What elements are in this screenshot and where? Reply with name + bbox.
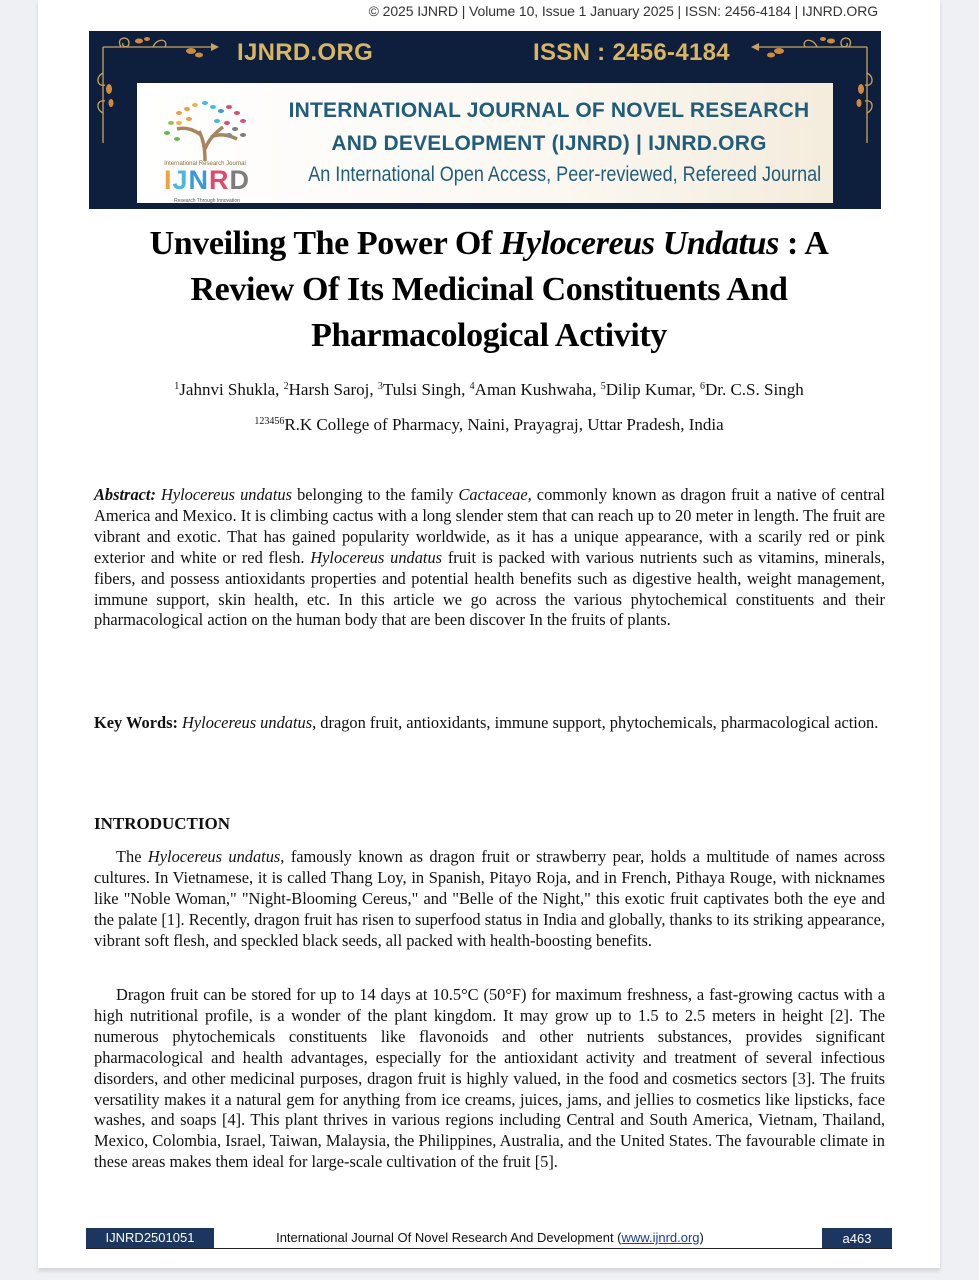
footer-text: ) xyxy=(699,1230,704,1245)
banner-issn: ISSN : 2456-4184 xyxy=(533,39,730,66)
author-list: $^1$Jahnvi Shukla, $^2$Harsh Saroj, $^3$Tulsi Singh, $^4$Aman Kushwaha, $^5$Dilip Kumar, $^6$Dr. C.S. Singh xyxy=(174,380,804,399)
logo-letter: I xyxy=(163,165,173,195)
author: $^1$Jahnvi Shukla xyxy=(174,380,276,399)
introduction-paragraph xyxy=(94,847,885,952)
logo-caption-top: International Research Journal xyxy=(164,161,246,167)
tree-logo-icon xyxy=(159,99,255,161)
species-name: Hylocereus undatus xyxy=(147,847,281,866)
author: $^2$Harsh Saroj xyxy=(283,380,370,399)
abstract-text: belonging to the family xyxy=(292,485,459,504)
banner-site-name: IJNRD.ORG xyxy=(237,39,374,66)
keywords xyxy=(94,707,885,738)
paper-page xyxy=(38,0,940,1268)
affiliation-sup: 123456 xyxy=(254,416,285,427)
logo-letter: D xyxy=(229,165,251,195)
journal-website-link[interactable]: www.ijnrd.org xyxy=(621,1230,700,1245)
journal-name-line-1: INTERNATIONAL JOURNAL OF NOVEL RESEARCH xyxy=(288,99,810,122)
title-text: : A Review Of Its Medicinal Constituents And Pharmacological Activity xyxy=(190,225,829,354)
author: $^3$Tulsi Singh xyxy=(377,380,462,399)
keyword-species: Hylocereus undatus, xyxy=(182,713,317,732)
keywords-text: dragon fruit, antioxidants, immune support, phytochemicals, pharmacological action. xyxy=(316,713,879,732)
paper-title xyxy=(108,221,870,359)
journal-name-line-2: AND DEVELOPMENT (IJNRD) | IJNRD.ORG xyxy=(331,132,767,155)
species-name: Hylocereus undatus xyxy=(161,485,293,504)
author: $^4$Aman Kushwaha xyxy=(469,380,593,399)
logo-caption-bottom: Research Through Innovation xyxy=(174,198,240,204)
journal-banner xyxy=(89,31,881,209)
page-number: a463 xyxy=(822,1228,892,1248)
logo-letter: R xyxy=(209,165,230,195)
journal-tagline: An International Open Access, Peer-reviewed, Refereed Journal xyxy=(308,163,822,186)
paragraph-text: The xyxy=(116,847,148,866)
footer-text: International Journal Of Novel Research And Development ( xyxy=(276,1230,622,1245)
page-footer xyxy=(86,1228,892,1249)
paragraph-text: , famously known as dragon fruit or strawberry pear, holds a multitude of names across cultures. In Vietnamese, it is called Thang Loy, in Spanish, Pitayo Roja, and in French, Pithaya Rouge, with nicknames like "Noble Woman," "Night-Blooming Cereus," and "Belle of the Night," this exotic fruit captivates both the eye and the palate [1]. Recently, dragon fruit has risen to superfood status in India and globally, thanks to its striking appearance, vibrant soft flesh, and speckled black seeds, all packed with health-boosting benefits. xyxy=(94,847,885,950)
keywords-label: Key Words: xyxy=(94,713,178,732)
author: $^6$Dr. C.S. Singh xyxy=(699,380,804,399)
abstract-text: commonly known as dragon fruit a native of central America and Mexico. It is climbing cactus with a long slender stem that can reach up to 20 meter in length. The fruit are vibrant and exotic. That has gained popularity worldwide, as it has a unique appearance, with a scarily red or pink exterior and white or red flesh. xyxy=(94,485,885,567)
family-name: Cactaceae, xyxy=(458,485,532,504)
abstract xyxy=(94,485,885,631)
ijnrd-logo xyxy=(155,99,259,203)
paper-id: IJNRD2501051 xyxy=(86,1228,214,1248)
section-heading-introduction: INTRODUCTION xyxy=(94,814,231,833)
species-name: Hylocereus undatus xyxy=(310,547,443,567)
logo-wordmark xyxy=(155,165,259,196)
logo-letter: J xyxy=(172,165,189,195)
title-species: Hylocereus Undatus xyxy=(499,225,779,262)
running-head: © 2025 IJNRD | Volume 10, Issue 1 January 2025 | ISSN: 2456-4184 | IJNRD.ORG xyxy=(368,3,878,19)
banner-panel xyxy=(137,83,833,203)
abstract-label: Abstract: xyxy=(94,485,156,504)
introduction-paragraph: Dragon fruit can be stored for up to 14 days at 10.5°C (50°F) for maximum freshness, a fast-growing cactus with a high nutritional profile, is a wonder of the plant kingdom. It may grow up to 1.5 to 2.5 meters in height [2]. The numerous phytochemicals constituents like flavonoids and other nutrients substances, provides significant pharmacological and health advantages, especially for the antioxidant activity and treatment of several infectious disorders, and other medicinal purposes, dragon fruit is highly valued, in the food and cosmetics sectors [3]. The fruits versatility makes it a natural gem for anything from ice creams, juices, jams, and jellies to cosmetics like lipsticks, face washes, and soaps [4]. This plant thrives in various regions including Central and South America, Vietnam, Thailand, Mexico, Colombia, Israel, Taiwan, Malaysia, the Philippines, Australia, and the United States. The favourable climate in these areas makes them ideal for large-scale cultivation of the fruit [5]. xyxy=(94,985,885,1172)
author: $^5$Dilip Kumar xyxy=(600,380,692,399)
footer-journal-name xyxy=(214,1228,766,1248)
affiliation-text: R.K College of Pharmacy, Naini, Prayagraj, Uttar Pradesh, India xyxy=(284,415,724,434)
abstract-text: fruit is packed with various nutrients such as vitamins, minerals, fibers, and possess antioxidants properties and potential health benefits such as digestive health, weight management, immune support, skin health, etc. In this article we go across the various phytochemical constituents and their pharmacological action on the human body that are been discover In the fruits of plants. xyxy=(94,547,886,630)
title-text: Unveiling The Power Of xyxy=(149,225,500,262)
affiliation xyxy=(88,415,890,435)
logo-letter: N xyxy=(188,165,210,195)
